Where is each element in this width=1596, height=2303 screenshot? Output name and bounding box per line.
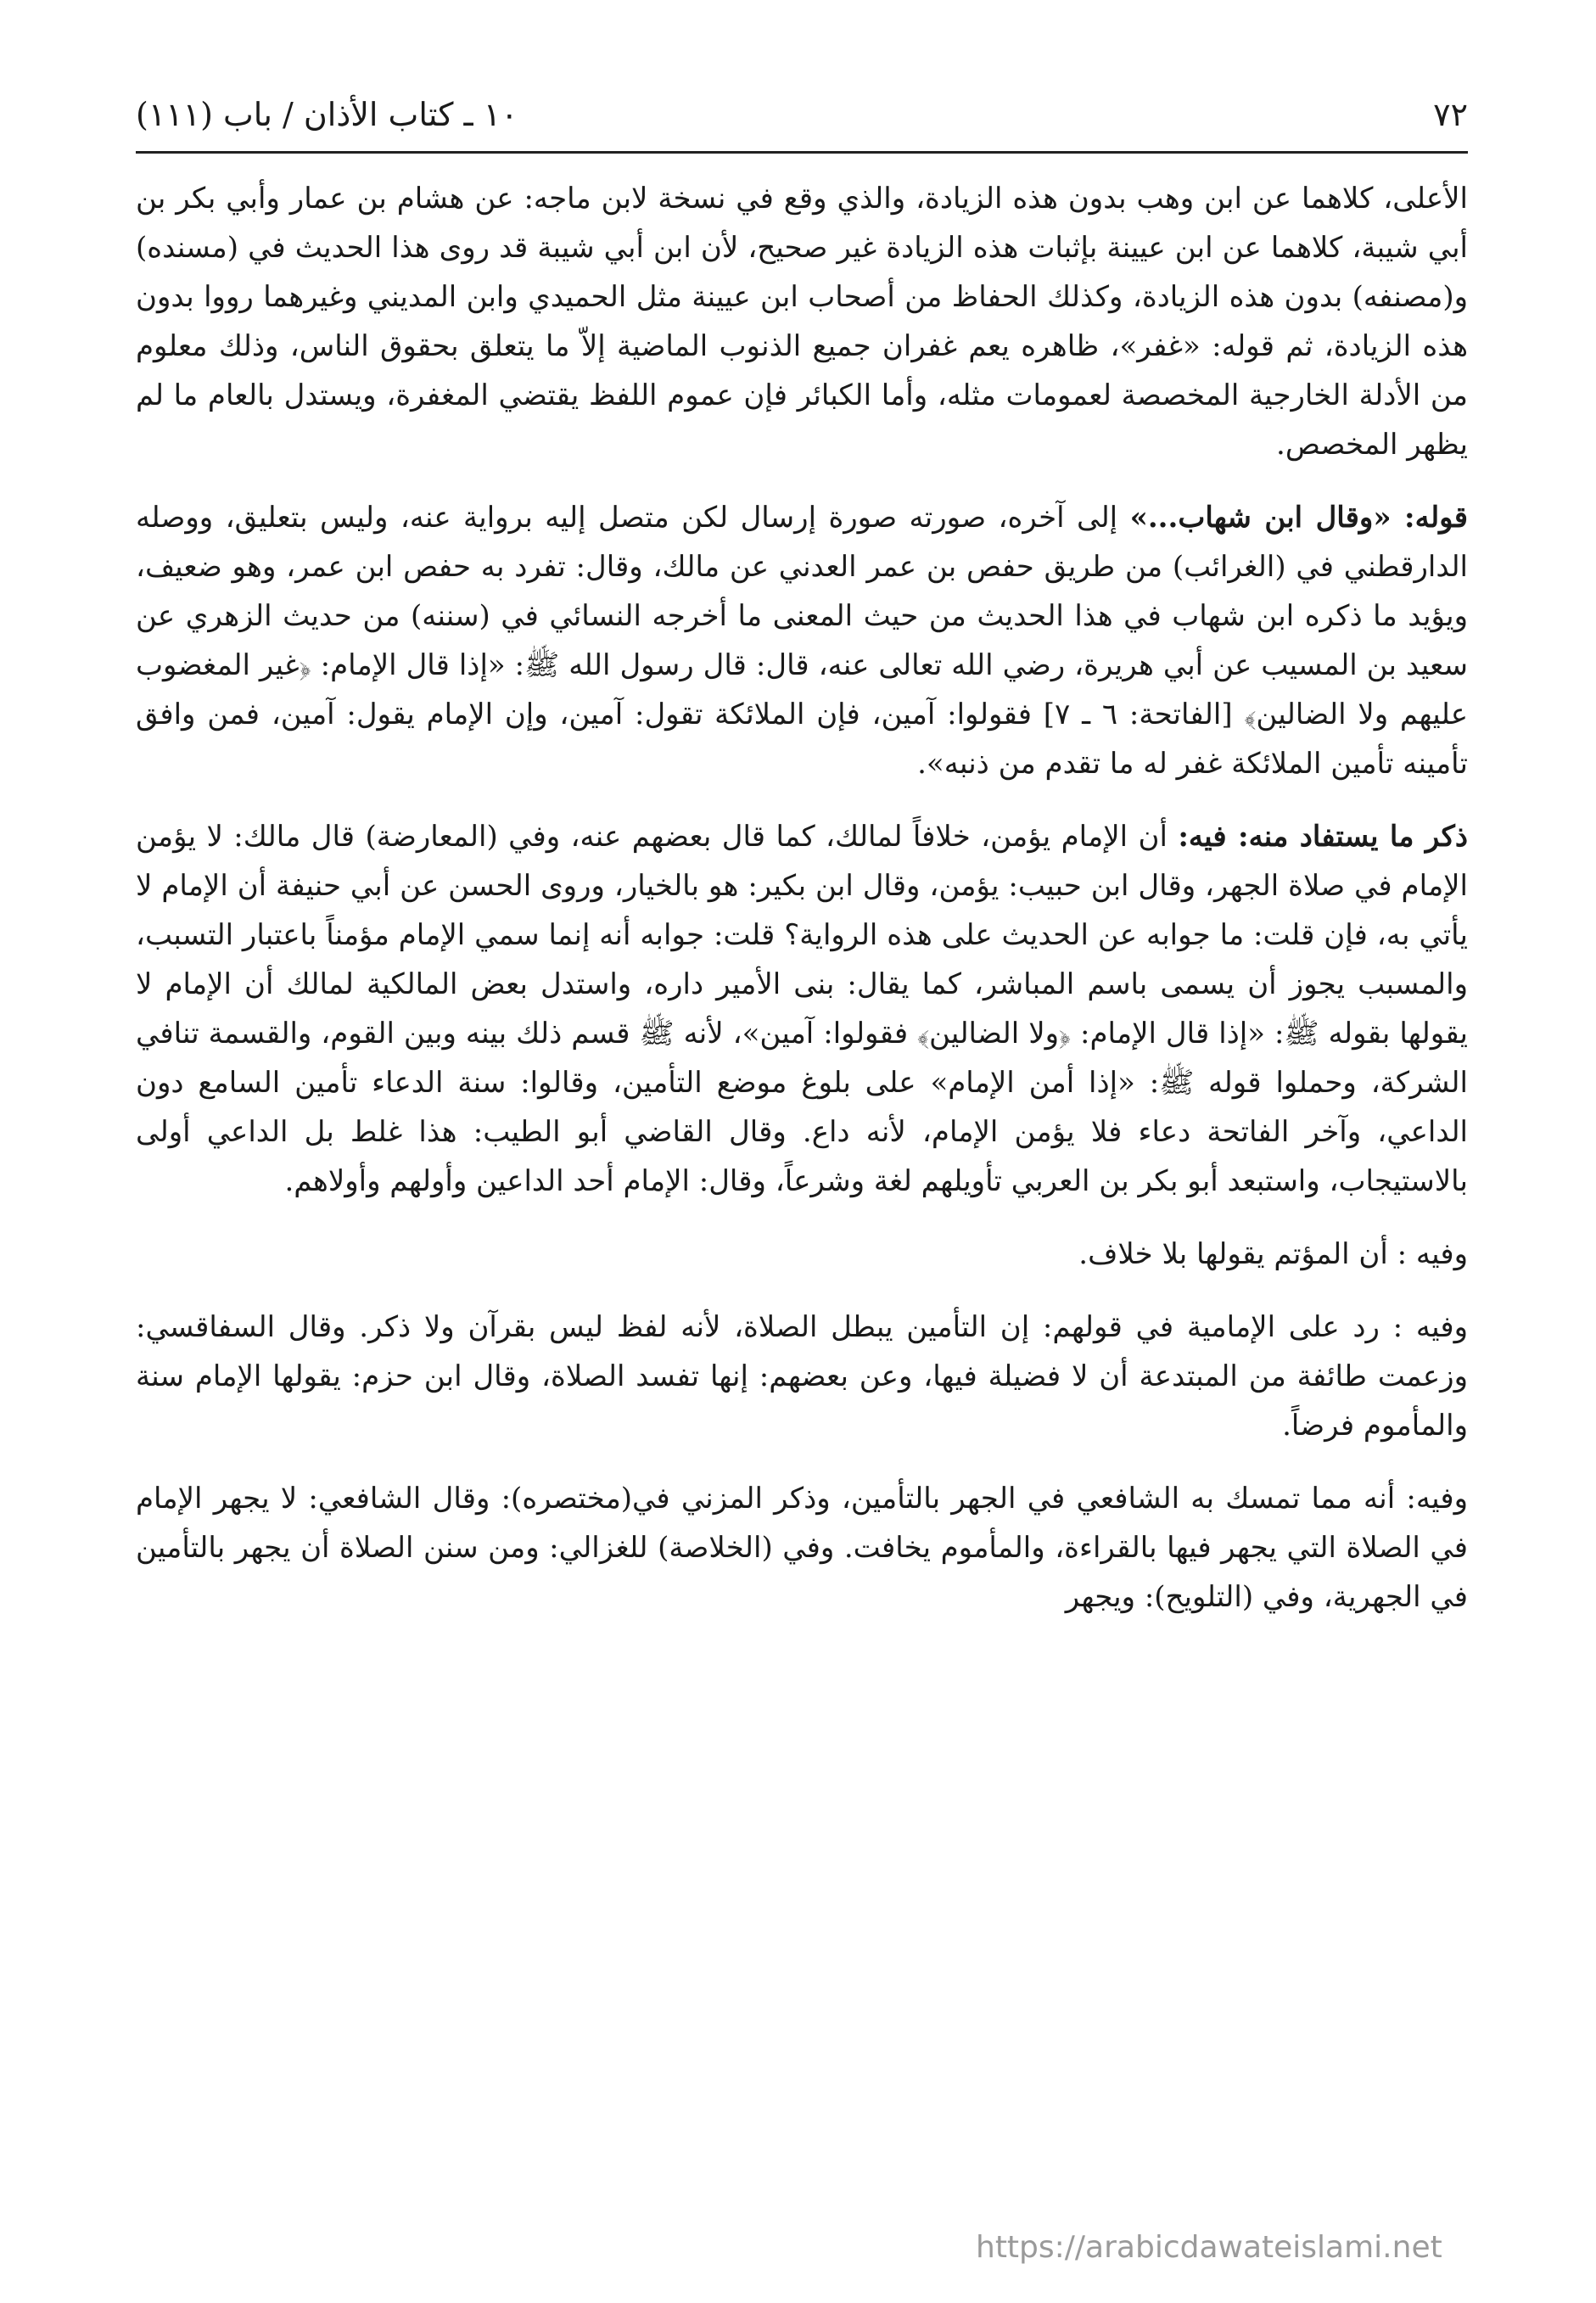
text-line: لأن ابن أبي شيبة قد روى هذا الحديث في (مسنده) و(مصنفه) بدون هذه الزيادة، وكذلك — [136, 231, 1468, 314]
text-line: يؤمن الإمام، لأنه داع. وقال القاضي أبو الطيب: هذا غلط بل الداعي أولى بالاستيجاب، — [136, 1115, 1468, 1198]
paragraph — [136, 174, 1468, 469]
paragraph — [136, 1230, 1468, 1279]
text-line: بكير: هو بالخيار، وروى الحسن عن أبي حنيفة أن الإمام لا يأتي به، فإن قلت: ما جوابه — [136, 869, 1468, 952]
text-line: ﴿غير المغضوب عليهم ولا الضالين﴾ [الفاتحة: ٦ ـ ٧] فقولوا: آمين، فإن الملائكة تقول: — [136, 648, 1469, 731]
text-line: واستبعد أبو بكر بن العربي تأويلهم لغة وشرعاً، وقال: الإمام أحد الداعين وأولهم وأولاهم. — [284, 1164, 1320, 1198]
text-line: معلوم من الأدلة الخارجية المخصصة لعمومات مثله، وأما الكبائر فإن عموم اللفظ يقتضي — [136, 329, 1468, 412]
text-line: أن الإمام يؤمن، خلافاً لمالك، كما قال بعضهم عنه، وفي — [508, 820, 1179, 854]
text-line: لمالك أن الإمام لا يقولها بقوله ﷺ: «إذا قال الإمام: ﴿ولا الضالين﴾ فقولوا: آمين»، لأنه — [136, 967, 1469, 1051]
text-line: (الخلاصة) للغزالي: ومن سنن الصلاة أن يجهر بالتأمين في الجهرية، وفي (التلويح): ويجهر — [136, 1531, 1468, 1614]
text-line: الحفاظ من أصحاب ابن عيينة مثل الحميدي وابن المديني وغيرهما رووا بدون هذه الزيادة، — [136, 280, 1469, 363]
text-line: وفيه : أن المؤتم يقولها بلا خلاف. — [1078, 1237, 1468, 1271]
paragraph — [136, 1474, 1468, 1622]
watermark-url: https://arabicdawateislami.net — [976, 2230, 1442, 2265]
paragraph-lead: ذكر ما يستفاد منه: فيه: — [1178, 820, 1468, 854]
text-line: تفسد الصلاة، وقال ابن حزم: يقولها الإمام سنة والمأموم فرضاً. — [136, 1359, 1468, 1443]
text-line: آمين، وإن الإمام يقول: آمين، فمن وافق تأمينه تأمين الملائكة غفر له ما تقدم من ذنبه». — [136, 698, 1468, 781]
text-line: هشام بن عمار وأبي بكر بن أبي شيبة، كلاهما عن ابن عيينة بإثبات هذه الزيادة غير صحيح، — [136, 182, 1468, 265]
paragraph — [136, 493, 1468, 788]
text-line: ذكر. وقال السفاقسي: وزعمت طائفة من المبتدعة أن لا فضيلة فيها، وعن بعضهم: إنها — [136, 1310, 1469, 1393]
text-line: الحديث من حيث المعنى ما أخرجه النسائي في (سننه) من حديث الزهري عن سعيد بن — [136, 599, 1468, 682]
text-line: والمسبب يجوز أن يسمى باسم المباشر، كما يقال: بنى الأمير داره، واستدل بعض المالكية — [366, 967, 1468, 1001]
paragraph-gap — [136, 1279, 1468, 1303]
text-line: الأعلى، كلاهما عن ابن وهب بدون هذه الزيادة، والذي وقع في نسخة لابن ماجه: عن — [474, 182, 1469, 216]
section-title: ١٠ ـ كتاب الأذان / باب (١١١) — [136, 96, 518, 133]
text-line: وفيه: أنه مما تمسك به الشافعي في الجهر بالتأمين، وذكر المزني في(مختصره): وقال — [432, 1482, 1469, 1516]
text-line: (المعارضة) قال مالك: لا يؤمن الإمام في صلاة الجهر، وقال ابن حبيب: يؤمن، وقال ابن — [136, 820, 1469, 903]
header-rule — [136, 151, 1468, 154]
text-line: على بلوغ موضع التأمين، وقالوا: سنة الدعاء تأمين السامع دون الداعي، وآخر الفاتحة دعاء فلا — [136, 1066, 1469, 1149]
page-number: ٧٢ — [1433, 96, 1468, 133]
text-line: مالك، وقال: تفرد به حفص ابن عمر، وهو ضعيف، ويؤيد ما ذكره ابن شهاب في هذا — [136, 550, 1468, 633]
text-line: عن الحديث على هذه الرواية؟ قلت: جوابه أنه إنما سمي الإمام مؤمناً باعتبار التسبب، — [136, 918, 1138, 952]
paragraph-lead: قوله: «وقال ابن شهاب...» — [1129, 501, 1468, 535]
paragraph-gap — [136, 788, 1468, 812]
paragraph — [136, 812, 1468, 1206]
text-line: وفيه : رد على الإمامية في قولهم: إن التأمين يبطل الصلاة، لأنه لفظ ليس بقرآن ولا — [423, 1310, 1468, 1344]
text-line: ثم قوله: «غفر»، ظاهره يعم غفران جميع الذنوب الماضية إلاّ ما يتعلق بحقوق الناس، وذلك — [218, 329, 1313, 363]
running-head — [136, 85, 1468, 144]
paragraph-gap — [136, 469, 1468, 493]
text-line: إلى آخره، صورته صورة إرسال لكن متصل إليه برواية — [463, 501, 1130, 535]
text-line: الشافعي: لا يجهر الإمام في الصلاة التي يجهر فيها بالقراءة، والمأموم يخافت. وفي — [136, 1482, 1469, 1565]
paragraph — [136, 1303, 1468, 1450]
page-body — [136, 174, 1468, 1622]
text-line: المسيب عن أبي هريرة، رضي الله تعالى عنه، قال: قال رسول الله ﷺ: «إذا قال الإمام: — [320, 648, 1358, 682]
paragraph-gap — [136, 1450, 1468, 1474]
text-line: عنه، وليس بتعليق، ووصله الدارقطني في (الغرائب) من طريق حفص بن عمر العدني عن — [136, 501, 1469, 584]
text-line: ﷺ قسم ذلك بينه وبين القوم، والقسمة تنافي الشركة، وحملوا قوله ﷺ: «إذا أمن الإمام» — [136, 1017, 1468, 1100]
text-line: المغفرة، ويستدل بالعام ما لم يظهر المخصص. — [136, 378, 1468, 462]
paragraph-gap — [136, 1206, 1468, 1230]
